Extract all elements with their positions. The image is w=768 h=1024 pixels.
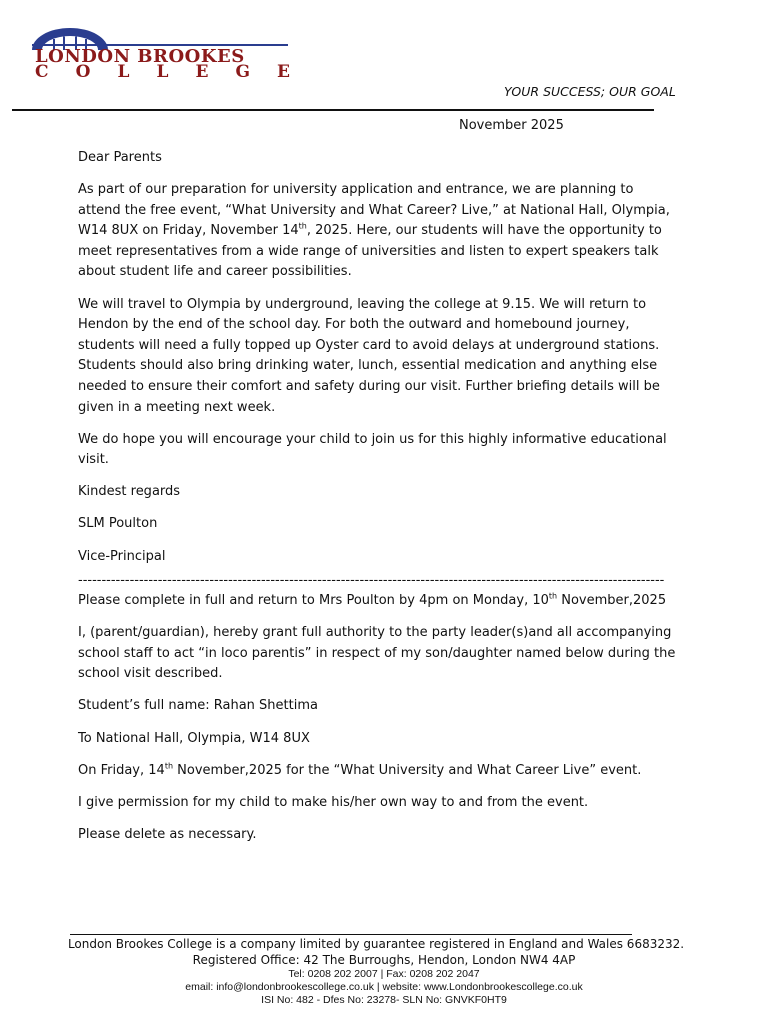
- footer-phone-line: Tel: 0208 202 2007 | Fax: 0208 202 2047: [288, 968, 480, 980]
- header-divider: [12, 109, 654, 111]
- footer: [0, 936, 768, 1007]
- footer-company-line: London Brookes College is a company limited by guarantee registered in England and Wales 6683232.: [67, 937, 685, 951]
- signatory-name: SLM Poulton: [78, 516, 158, 532]
- own-way-permission: I give permission for my child to make his/her own way to and from the event.: [78, 794, 589, 810]
- student-name-line: Student’s full name: Rahan Shettima: [78, 698, 318, 714]
- authority-statement: I, (parent/guardian), hereby grant full authority to the party leader(s)and all accompanying school staff to act “in loco parentis” in respect of my son/daughter named below during the school visit described.: [78, 625, 676, 682]
- return-instruction: Please complete in full and return to Mrs Poulton by 4pm on Monday, 10th November,2025: [78, 591, 667, 609]
- letter-date: November 2025: [459, 118, 564, 133]
- paragraph-encourage: We do hope you will encourage your child to join us for this highly informative educational visit.: [78, 431, 667, 468]
- footer-contact-line: email: info@londonbrookescollege.co.uk | website: www.Londonbrookescollege.co.uk: [185, 981, 583, 993]
- event-date-line: On Friday, 14th November,2025 for the “What University and What Career Live” event.: [78, 761, 642, 778]
- destination-line: To National Hall, Olympia, W14 8UX: [78, 730, 310, 746]
- salutation: Dear Parents: [78, 150, 162, 165]
- logo-college-text: C O L L E G E: [35, 62, 290, 82]
- delete-note: Please delete as necessary.: [78, 826, 257, 842]
- tear-off-separator: -----------------------------------------------------------------------------------------------------------------------------: [78, 573, 665, 589]
- letter-body: [78, 148, 678, 857]
- paragraph-travel: We will travel to Olympia by underground, leaving the college at 9.15. We will return to Hendon by the end of the school day. For both the outward and homebound journey, students will need a fully topped up Oyster card to avoid delays at underground stations. Students should also bring drinking water, lunch, essential medication and anything else needed to ensure their comfort and safety during our visit. Further briefing details will be given in a meeting next week.: [78, 296, 660, 415]
- signatory-title: Vice-Principal: [78, 548, 166, 564]
- logo-name: LONDON BROOKES: [35, 46, 245, 67]
- footer-registration-line: ISI No: 482 - Dfes No: 23278- SLN No: GNVKF0HT9: [261, 994, 507, 1006]
- paragraph-event: As part of our preparation for university application and entrance, we are planning to attend the free event, “What University and What Career? Live,” at National Hall, Olympia, W14 8UX on Friday, November 14th, 2025. Here, our students will have the opportunity to meet representatives from a wide range of universities and listen to expert speakers talk about student life and career possibilities.: [78, 182, 670, 280]
- college-logo: [30, 28, 292, 82]
- closing: Kindest regards: [78, 484, 181, 500]
- footer-divider: [70, 934, 632, 935]
- tagline: YOUR SUCCESS; OUR GOAL: [504, 84, 676, 99]
- student-name-value: Rahan Shettima: [213, 698, 318, 714]
- footer-office-line: Registered Office: 42 The Burroughs, Hendon, London NW4 4AP: [192, 953, 576, 967]
